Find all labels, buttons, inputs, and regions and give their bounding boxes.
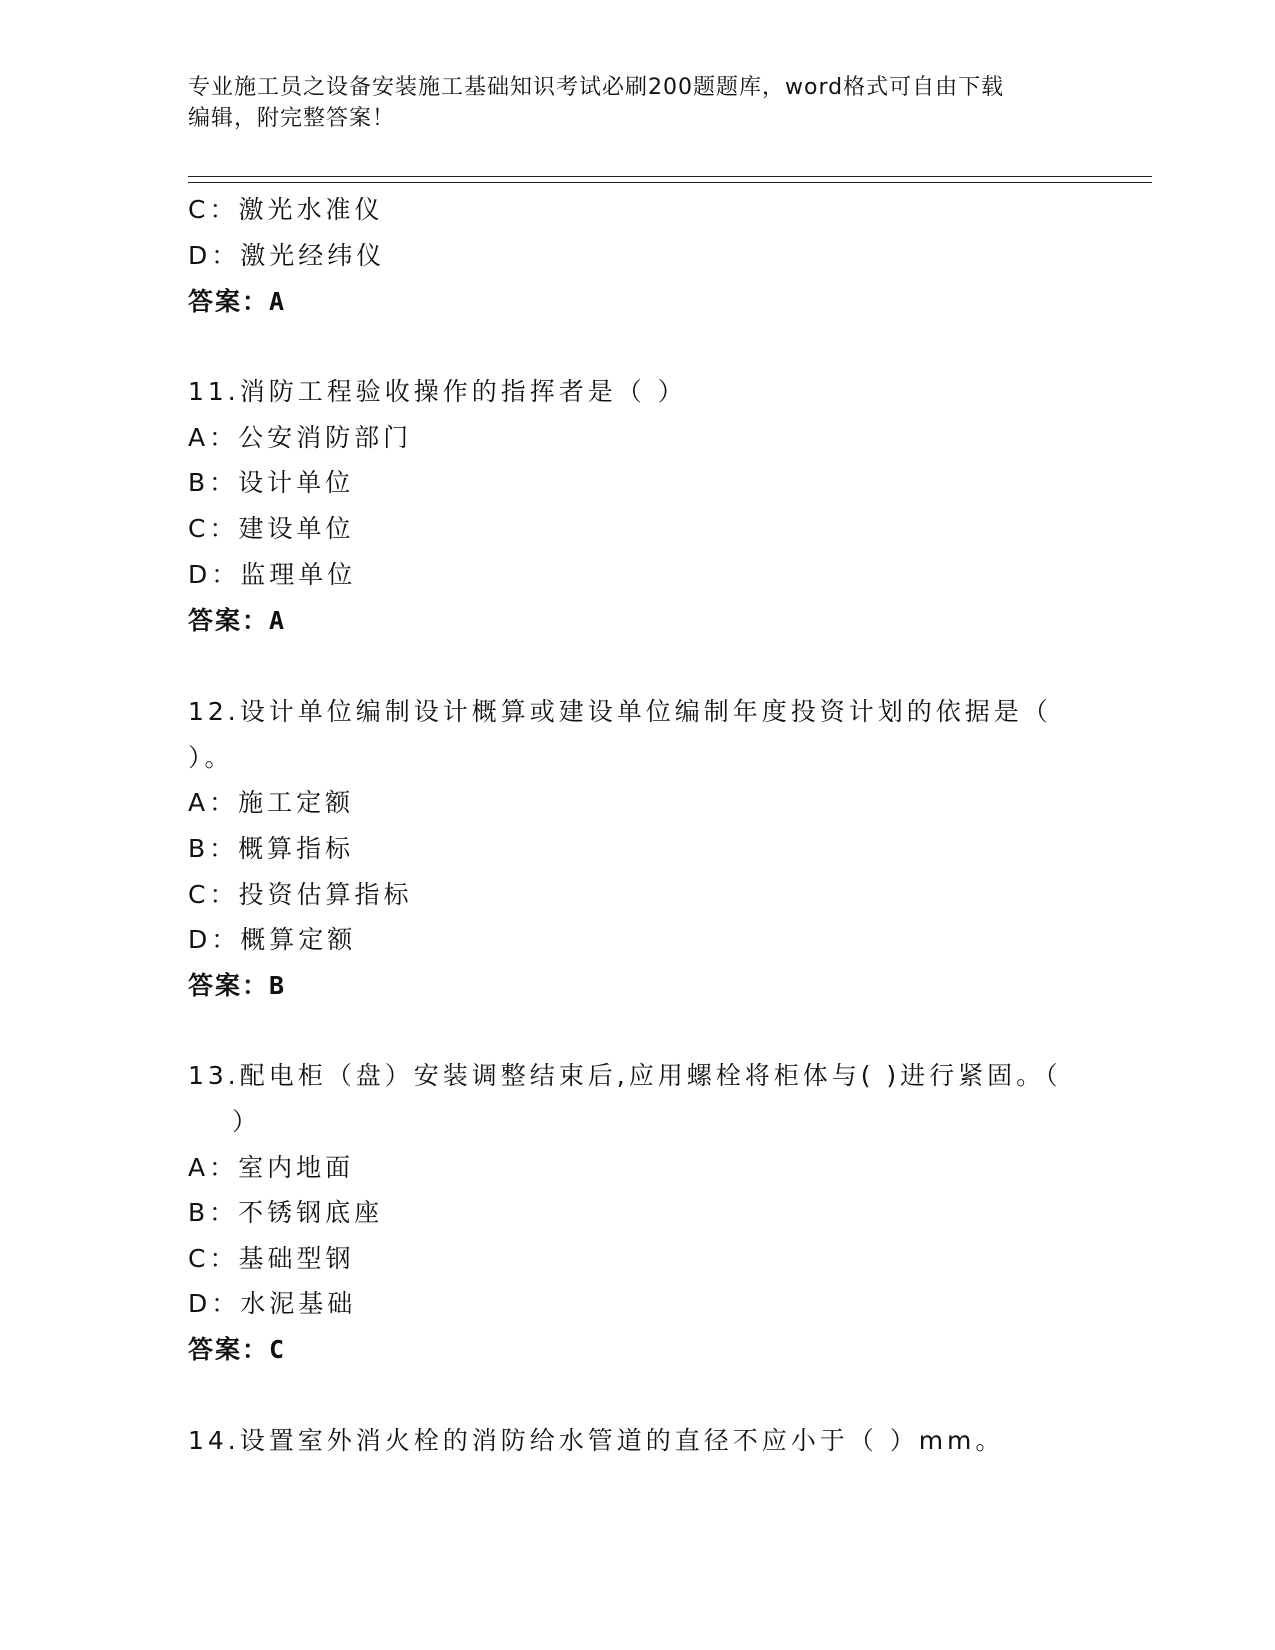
q11-option-c: C：建设单位 <box>188 514 355 543</box>
header-line-2: 编辑，附完整答案！ <box>188 106 396 131</box>
answer-value: B <box>269 971 285 1000</box>
document-header <box>188 72 1088 134</box>
header-rule-top <box>188 176 1152 177</box>
header-rule-bottom <box>188 182 1152 183</box>
q12-option-b: B：概算指标 <box>188 834 355 863</box>
option-c: C：激光水准仪 <box>188 195 384 224</box>
answer-label: 答案： <box>188 971 270 1000</box>
question-12-line-1: 12.设计单位编制设计概算或建设单位编制年度投资计划的依据是（ <box>188 697 1052 726</box>
option-d: D：激光经纬仪 <box>188 241 386 270</box>
q13-option-d: D：水泥基础 <box>188 1289 357 1318</box>
question-14: 14.设置室外消火栓的消防给水管道的直径不应小于（ ）mm。 <box>188 1426 1005 1455</box>
q13-answer <box>188 1334 284 1366</box>
q11-option-d: D：监理单位 <box>188 560 357 589</box>
q12-option-a: A：施工定额 <box>188 788 355 817</box>
q12-option-c: C：投资估算指标 <box>188 880 413 909</box>
question-13-line-2: ） <box>232 1107 258 1136</box>
answer-label: 答案： <box>188 1335 270 1364</box>
answer-label: 答案： <box>188 287 270 316</box>
q12-answer <box>188 970 284 1002</box>
answer <box>188 286 284 318</box>
question-12-line-2: ）。 <box>188 743 234 772</box>
answer-value: A <box>269 606 285 635</box>
q13-option-c: C：基础型钢 <box>188 1244 355 1273</box>
q13-option-a: A：室内地面 <box>188 1153 355 1182</box>
q11-option-b: B：设计单位 <box>188 468 355 497</box>
q13-option-b: B：不锈钢底座 <box>188 1198 384 1227</box>
q11-answer <box>188 605 284 637</box>
answer-label: 答案： <box>188 606 270 635</box>
header-line-1: 专业施工员之设备安装施工基础知识考试必刷200题题库，word格式可自由下载 <box>188 75 1005 100</box>
q11-option-a: A：公安消防部门 <box>188 423 413 452</box>
answer-value: C <box>269 1335 285 1364</box>
question-13-line-1: 13.配电柜（盘）安装调整结束后,应用螺栓将柜体与( )进行紧固。（ <box>188 1061 1062 1090</box>
answer-value: A <box>269 287 285 316</box>
question-11: 11.消防工程验收操作的指挥者是（ ） <box>188 377 687 406</box>
q12-option-d: D：概算定额 <box>188 925 357 954</box>
